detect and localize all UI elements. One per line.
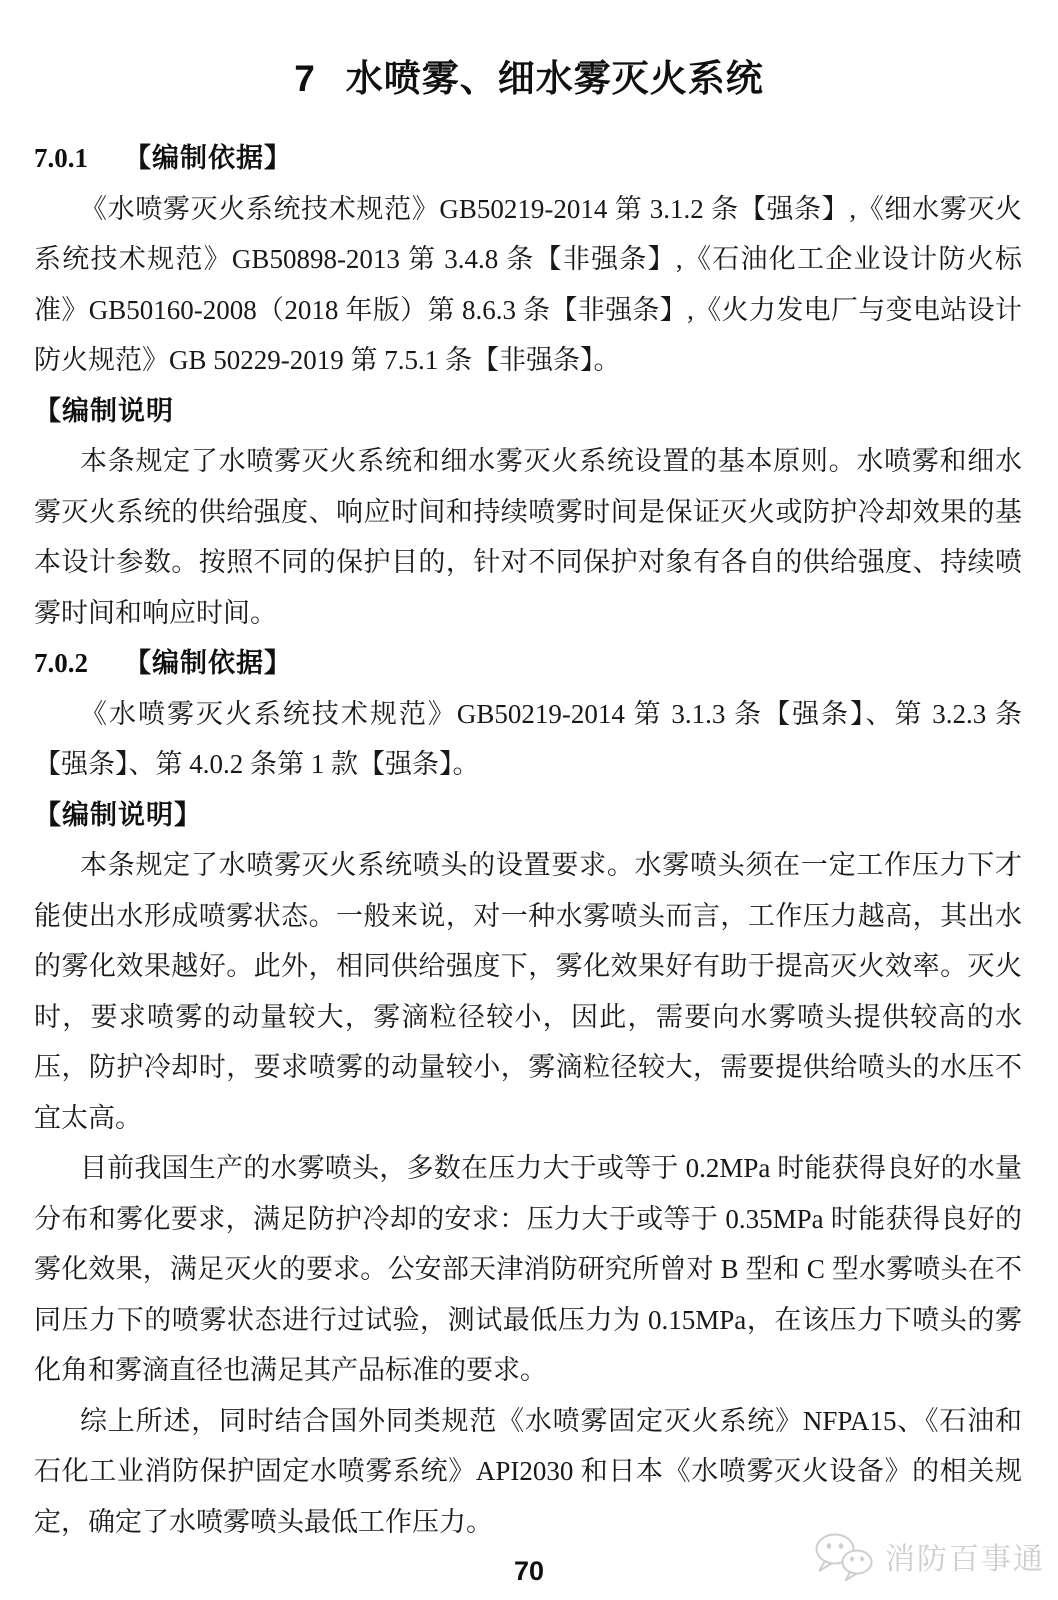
paragraph-explanation-702-3: 综上所述，同时结合国外同类规范《水喷雾固定灭火系统》NFPA15、《石油和石化工业消防保护固定水喷雾系统》API2030 和日本《水喷雾灭火设备》的相关规定，确定了水喷雾喷头最低工作压力。 <box>34 1405 1022 1537</box>
section-number: 7.0.1 <box>34 143 88 173</box>
document-body <box>34 133 1022 1547</box>
section-label: 【编制依据】 <box>124 648 292 678</box>
section-label: 【编制依据】 <box>124 143 292 173</box>
chapter-number: 7 <box>294 58 316 99</box>
subsection-label-explanation-701: 【编制说明 <box>34 395 174 426</box>
paragraph-explanation-702-1: 本条规定了水喷雾灭火系统喷头的设置要求。水雾喷头须在一定工作压力下才能使出水形成喷雾状态。一般来说，对一种水雾喷头而言，工作压力越高，其出水的雾化效果越好。此外，相同供给强度下，雾化效果好有助于提高灭火效率。灭火时，要求喷雾的动量较大，雾滴粒径较小，因此，需要向水雾喷头提供较高的水压，防护冷却时，要求喷雾的动量较小，雾滴粒径较大，需要提供给喷头的水压不宜太高。 <box>34 850 1022 1133</box>
chapter-title-text: 水喷雾、细水雾灭火系统 <box>345 58 764 99</box>
subsection-label-explanation-702: 【编制说明】 <box>34 799 202 830</box>
section-number: 7.0.2 <box>34 648 88 678</box>
paragraph-basis-702: 《水喷雾灭火系统技术规范》GB50219-2014 第 3.1.3 条【强条】、第 3.2.3 条【强条】、第 4.0.2 条第 1 款【强条】。 <box>34 698 1022 779</box>
watermark-text: 消防百事通 <box>885 1543 1045 1576</box>
section-heading-702 <box>34 638 1022 689</box>
section-heading-701 <box>34 133 1022 184</box>
paragraph-explanation-701: 本条规定了水喷雾灭火系统和细水雾灭火系统设置的基本原则。水喷雾和细水雾灭火系统的供给强度、响应时间和持续喷雾时间是保证灭火或防护冷却效果的基本设计参数。按照不同的保护目的，针对不同保护对象有各自的供给强度、持续喷雾时间和响应时间。 <box>34 446 1022 628</box>
page-number: 70 <box>513 1556 545 1586</box>
paragraph-basis-701: 《水喷雾灭火系统技术规范》GB50219-2014 第 3.1.2 条【强条】,《细水雾灭火系统技术规范》GB50898-2013 第 3.4.8 条【非强条】,《石油化工企业设计防火标准》GB50160-2008（2018 年版）第 8.6.3 条【非强条】,《火力发电厂与变电站设计防火规范》GB 50229-2019 第 7.5.1 条【非强条】。 <box>34 193 1022 375</box>
page-title <box>0 48 1058 102</box>
paragraph-explanation-702-2: 目前我国生产的水雾喷头，多数在压力大于或等于 0.2MPa 时能获得良好的水量分布和雾化要求，满足防护冷却的安求：压力大于或等于 0.35MPa 时能获得良好的雾化效果，满足灭火的要求。公安部天津消防研究所曾对 B 型和 C 型水雾喷头在不同压力下的喷雾状态进行过试验，测试最低压力为 0.15MPa，在该压力下喷头的雾化角和雾滴直径也满足其产品标准的要求。 <box>34 1153 1022 1385</box>
